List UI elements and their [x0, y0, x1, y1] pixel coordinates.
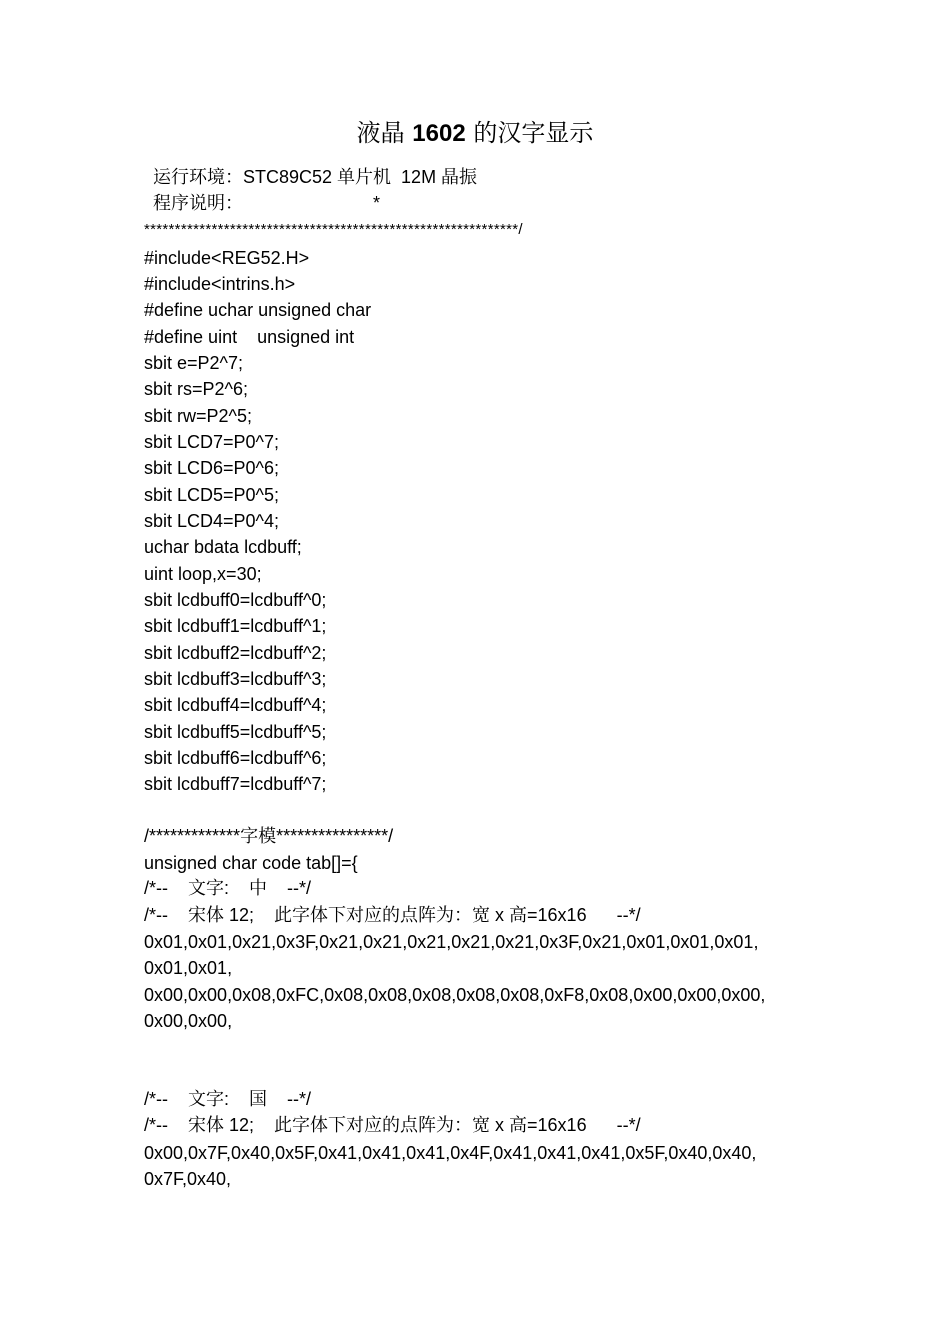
title-part-number: 1602	[412, 120, 466, 147]
tab-declaration-line: unsigned char code tab[]={	[144, 853, 358, 873]
env-line: 运行环境：STC89C52 单片机 12M 晶振	[153, 167, 478, 187]
comment-stars-line: *************************************************************/	[144, 221, 523, 238]
glyph-data-line: 0x01,0x01,0x21,0x3F,0x21,0x21,0x21,0x21,0x21,0x3F,0x21,0x01,0x01,0x01,	[144, 932, 759, 952]
code-line: sbit LCD4=P0^4;	[144, 511, 280, 531]
code-line: sbit lcdbuff0=lcdbuff^0;	[144, 590, 327, 610]
code-line: uint loop,x=30;	[144, 564, 262, 584]
code-line: sbit e=P2^7;	[144, 353, 244, 373]
glyph-data-line: 0x00,0x00,0x08,0xFC,0x08,0x08,0x08,0x08,0x08,0xF8,0x08,0x00,0x00,0x00,	[144, 985, 766, 1005]
glyph-data-line: 0x00,0x7F,0x40,0x5F,0x41,0x41,0x41,0x4F,0x41,0x41,0x41,0x5F,0x40,0x40,	[144, 1143, 757, 1163]
glyph-data-line: 0x7F,0x40,	[144, 1169, 232, 1189]
code-line: sbit rw=P2^5;	[144, 406, 252, 426]
glyph-font-comment: /*-- 宋体 12; 此字体下对应的点阵为：宽 x 高=16x16 --*/	[144, 905, 641, 925]
code-line: uchar bdata lcdbuff;	[144, 537, 302, 557]
code-line: sbit LCD5=P0^5;	[144, 485, 280, 505]
code-line: sbit lcdbuff2=lcdbuff^2;	[144, 643, 327, 663]
glyph-data-line: 0x01,0x01,	[144, 958, 233, 978]
code-line: #include<intrins.h>	[144, 274, 296, 294]
code-line: sbit LCD7=P0^7;	[144, 432, 280, 452]
code-line: sbit lcdbuff3=lcdbuff^3;	[144, 669, 327, 689]
glyph-char-comment: /*-- 文字: 中 --*/	[144, 878, 312, 898]
program-description-line: 程序说明： *	[153, 193, 381, 213]
code-line: sbit lcdbuff7=lcdbuff^7;	[144, 774, 327, 794]
code-line: #include<REG52.H>	[144, 248, 310, 268]
glyph-font-comment: /*-- 宋体 12; 此字体下对应的点阵为：宽 x 高=16x16 --*/	[144, 1115, 641, 1135]
code-line: sbit LCD6=P0^6;	[144, 458, 280, 478]
code-line: sbit rs=P2^6;	[144, 379, 248, 399]
code-line: sbit lcdbuff5=lcdbuff^5;	[144, 722, 327, 742]
glyph-char-comment: /*-- 文字: 国 --*/	[144, 1089, 312, 1109]
code-line: sbit lcdbuff4=lcdbuff^4;	[144, 695, 327, 715]
title-part-1: 液晶	[356, 119, 405, 147]
title-part-2: 的汉字显示	[473, 119, 594, 147]
code-line: #define uint unsigned int	[144, 327, 355, 347]
font-comment-line: /*************字模****************/	[144, 826, 394, 846]
code-line: sbit lcdbuff6=lcdbuff^6;	[144, 748, 327, 768]
glyph-data-line: 0x00,0x00,	[144, 1011, 233, 1031]
page-title	[0, 116, 950, 151]
code-line: sbit lcdbuff1=lcdbuff^1;	[144, 616, 327, 636]
code-line: #define uchar unsigned char	[144, 300, 372, 320]
